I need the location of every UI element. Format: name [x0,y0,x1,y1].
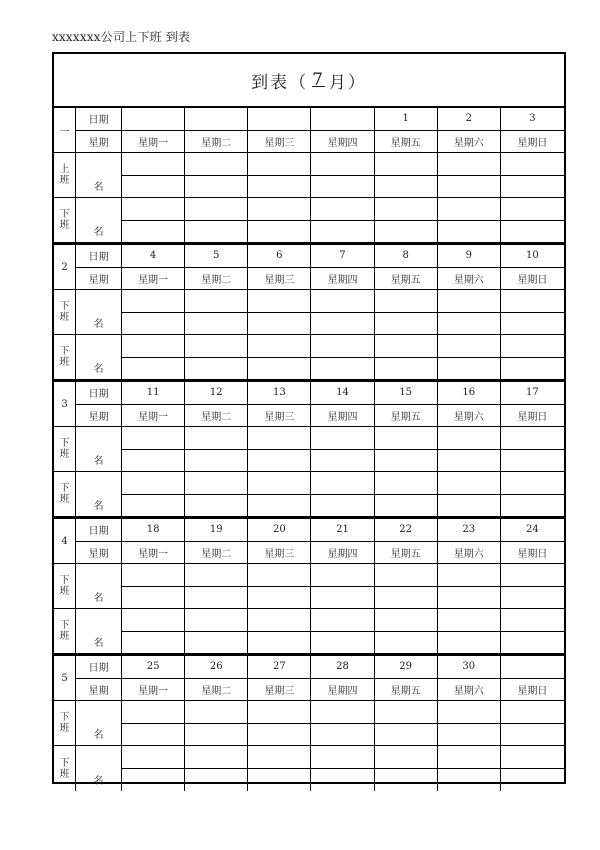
name-label: 名 [76,198,122,243]
title-open: （ [289,72,309,93]
title-suffix: 月） [328,72,367,93]
attendance-cell[interactable] [375,746,438,769]
weekday-row-label: 星期 [76,405,122,428]
attendance-cell[interactable] [311,587,374,610]
attendance-cell[interactable] [311,769,374,792]
day-number: 21 [311,519,374,542]
day-number [122,108,185,131]
attendance-cell[interactable] [438,587,501,610]
attendance-cell[interactable] [501,221,564,244]
attendance-cell[interactable] [248,153,311,176]
shift-label [54,198,76,243]
shift-label-char: 班 [59,175,70,186]
shift-label-char: 班 [59,631,70,642]
shift-label-char: 下 [59,757,70,769]
week-block [54,380,564,517]
weekday-label: 星期一 [122,679,185,702]
attendance-cell[interactable] [122,335,185,358]
weekday-row-label: 星期 [76,679,122,702]
day-number [311,108,374,131]
shift-label-char: 下 [59,346,70,357]
attendance-cell[interactable] [375,701,438,724]
shift-label-char: 下 [59,438,70,449]
shift-label-char: 班 [59,220,70,231]
attendance-cell[interactable] [248,290,311,313]
shift-label-char: 班 [59,586,70,597]
attendance-cell[interactable] [122,724,185,747]
shift-label-char: 班 [59,449,70,460]
shift-label-char: 下 [59,575,70,586]
weekday-label: 星期日 [501,405,564,428]
attendance-cell[interactable] [375,335,438,358]
shift-label [54,564,76,609]
shift-label-char: 班 [59,494,70,505]
attendance-cell[interactable] [185,472,248,495]
attendance-cell[interactable] [501,769,564,792]
attendance-cell[interactable] [375,176,438,199]
week-block [54,243,564,380]
attendance-cell[interactable] [122,587,185,610]
shift-label [54,335,76,380]
shift-label [54,609,76,654]
attendance-cell[interactable] [438,427,501,450]
attendance-cell[interactable] [501,609,564,632]
attendance-cell[interactable] [311,724,374,747]
attendance-cell[interactable] [311,335,374,358]
attendance-cell[interactable] [122,450,185,473]
attendance-cell[interactable] [311,221,374,244]
weekday-label: 星期四 [311,405,374,428]
attendance-cell[interactable] [375,587,438,610]
attendance-cell[interactable] [438,609,501,632]
weekday-label: 星期二 [185,131,248,154]
attendance-cell[interactable] [438,198,501,221]
attendance-cell[interactable] [375,427,438,450]
attendance-cell[interactable] [311,472,374,495]
attendance-cell[interactable] [248,313,311,336]
shift-label-char: 班 [59,312,70,323]
week-number: 一 [54,108,76,153]
page-header: xxxxxxx公司上下班 到表 [52,30,191,44]
attendance-cell[interactable] [248,358,311,381]
week-number: 2 [54,245,76,290]
attendance-cell[interactable] [438,290,501,313]
week-block [54,108,564,243]
shift-label [54,153,76,198]
day-number: 29 [375,656,438,679]
attendance-cell[interactable] [185,427,248,450]
weekday-row-label: 星期 [76,268,122,291]
title-month[interactable]: 7 [312,70,325,90]
attendance-cell[interactable] [122,609,185,632]
attendance-cell[interactable] [311,746,374,769]
weekday-label: 星期二 [185,542,248,565]
attendance-cell[interactable] [438,358,501,381]
attendance-cell[interactable] [501,427,564,450]
attendance-cell[interactable] [501,724,564,747]
attendance-cell[interactable] [438,701,501,724]
weekday-label: 星期六 [438,405,501,428]
name-label: 名 [76,153,122,198]
shift-label [54,746,76,791]
attendance-cell[interactable] [311,290,374,313]
attendance-cell[interactable] [185,176,248,199]
shift-label-char: 上 [59,164,70,175]
weekday-label: 星期日 [501,542,564,565]
attendance-cell[interactable] [185,335,248,358]
weekday-label: 星期四 [311,542,374,565]
day-number: 7 [311,245,374,268]
weekday-label: 星期四 [311,679,374,702]
attendance-cell[interactable] [185,290,248,313]
weekday-row-label: 星期 [76,542,122,565]
attendance-cell[interactable] [122,313,185,336]
attendance-cell[interactable] [122,564,185,587]
attendance-cell[interactable] [501,746,564,769]
attendance-cell[interactable] [185,495,248,518]
weekday-label: 星期日 [501,131,564,154]
attendance-cell[interactable] [438,724,501,747]
day-number: 22 [375,519,438,542]
attendance-cell[interactable] [311,609,374,632]
weekday-label: 星期二 [185,679,248,702]
attendance-cell[interactable] [438,769,501,792]
attendance-cell[interactable] [311,358,374,381]
weekday-label: 星期二 [185,405,248,428]
attendance-cell[interactable] [438,335,501,358]
attendance-cell[interactable] [501,335,564,358]
shift-label [54,472,76,517]
name-label: 名 [76,701,122,746]
day-number: 3 [501,108,564,131]
day-number: 2 [438,108,501,131]
attendance-cell[interactable] [375,313,438,336]
attendance-cell[interactable] [248,587,311,610]
attendance-cell[interactable] [501,564,564,587]
name-label: 名 [76,427,122,472]
attendance-cell[interactable] [375,358,438,381]
attendance-cell[interactable] [122,358,185,381]
attendance-cell[interactable] [375,769,438,792]
attendance-cell[interactable] [375,564,438,587]
day-number: 1 [375,108,438,131]
attendance-cell[interactable] [122,769,185,792]
attendance-cell[interactable] [248,564,311,587]
weekday-label: 星期一 [122,131,185,154]
attendance-cell[interactable] [311,313,374,336]
attendance-cell[interactable] [311,153,374,176]
date-row-label: 日期 [76,519,122,542]
weekday-label: 星期三 [248,268,311,291]
attendance-cell[interactable] [122,632,185,655]
sheet-title [54,54,564,108]
date-row-label: 日期 [76,245,122,268]
weekday-label: 星期日 [501,268,564,291]
attendance-cell[interactable] [122,221,185,244]
name-label: 名 [76,746,122,791]
attendance-cell[interactable] [311,701,374,724]
attendance-cell[interactable] [375,198,438,221]
attendance-cell[interactable] [501,495,564,518]
attendance-cell[interactable] [375,153,438,176]
attendance-cell[interactable] [375,495,438,518]
attendance-cell[interactable] [375,472,438,495]
day-number: 4 [122,245,185,268]
weekday-label: 星期三 [248,131,311,154]
attendance-cell[interactable] [438,313,501,336]
title-prefix: 到表 [251,72,290,93]
day-number [501,656,564,679]
attendance-cell[interactable] [311,198,374,221]
weekday-label: 星期三 [248,542,311,565]
shift-label-char: 下 [59,301,70,312]
attendance-cell[interactable] [501,313,564,336]
attendance-cell[interactable] [185,313,248,336]
weekday-label: 星期六 [438,268,501,291]
day-number: 5 [185,245,248,268]
attendance-cell[interactable] [375,632,438,655]
weekday-label: 星期六 [438,542,501,565]
attendance-cell[interactable] [122,701,185,724]
attendance-cell[interactable] [438,153,501,176]
attendance-cell[interactable] [185,632,248,655]
attendance-cell[interactable] [501,587,564,610]
attendance-cell[interactable] [501,358,564,381]
attendance-cell[interactable] [501,290,564,313]
week-number: 3 [54,382,76,427]
shift-label-char: 班 [59,723,70,734]
attendance-cell[interactable] [185,724,248,747]
attendance-cell[interactable] [311,176,374,199]
attendance-cell[interactable] [248,427,311,450]
day-number: 10 [501,245,564,268]
attendance-cell[interactable] [375,221,438,244]
attendance-cell[interactable] [248,746,311,769]
attendance-cell[interactable] [185,587,248,610]
shift-label [54,701,76,746]
weekday-label: 星期六 [438,131,501,154]
attendance-cell[interactable] [438,472,501,495]
attendance-cell[interactable] [248,769,311,792]
attendance-cell[interactable] [248,221,311,244]
attendance-cell[interactable] [122,176,185,199]
weekday-label: 星期一 [122,268,185,291]
date-row-label: 日期 [76,108,122,131]
weekday-label: 星期五 [375,679,438,702]
week-block [54,517,564,654]
attendance-cell[interactable] [122,290,185,313]
attendance-cell[interactable] [438,632,501,655]
attendance-sheet [52,52,566,787]
shift-label-char: 班 [59,768,70,780]
attendance-cell[interactable] [501,632,564,655]
weekday-label: 星期四 [311,131,374,154]
attendance-cell[interactable] [185,746,248,769]
attendance-cell[interactable] [501,153,564,176]
day-number [185,108,248,131]
attendance-cell[interactable] [248,495,311,518]
attendance-cell[interactable] [122,198,185,221]
weekday-label: 星期一 [122,542,185,565]
day-number: 27 [248,656,311,679]
attendance-cell[interactable] [248,198,311,221]
attendance-cell[interactable] [185,450,248,473]
attendance-cell[interactable] [185,198,248,221]
attendance-cell[interactable] [185,609,248,632]
attendance-cell[interactable] [438,221,501,244]
attendance-cell[interactable] [501,472,564,495]
weekday-label: 星期二 [185,268,248,291]
weekday-label: 星期三 [248,679,311,702]
attendance-cell[interactable] [438,564,501,587]
attendance-cell[interactable] [185,221,248,244]
day-number: 26 [185,656,248,679]
day-number: 15 [375,382,438,405]
attendance-cell[interactable] [248,176,311,199]
attendance-cell[interactable] [185,701,248,724]
day-number: 20 [248,519,311,542]
attendance-cell[interactable] [122,153,185,176]
day-number: 11 [122,382,185,405]
attendance-cell[interactable] [248,701,311,724]
attendance-cell[interactable] [501,450,564,473]
day-number: 19 [185,519,248,542]
attendance-cell[interactable] [122,427,185,450]
week-block [54,654,564,791]
attendance-cell[interactable] [248,450,311,473]
day-number: 6 [248,245,311,268]
day-number: 12 [185,382,248,405]
attendance-cell[interactable] [375,290,438,313]
day-number: 17 [501,382,564,405]
shift-label-char: 下 [59,483,70,494]
name-label: 名 [76,335,122,380]
attendance-cell[interactable] [375,724,438,747]
attendance-cell[interactable] [438,746,501,769]
day-number: 13 [248,382,311,405]
attendance-cell[interactable] [122,472,185,495]
shift-label-char: 下 [59,712,70,723]
attendance-cell[interactable] [122,495,185,518]
attendance-cell[interactable] [501,176,564,199]
weekday-label: 星期五 [375,542,438,565]
day-number: 9 [438,245,501,268]
shift-label-char: 下 [59,620,70,631]
weekday-label: 星期三 [248,405,311,428]
weekday-row-label: 星期 [76,131,122,154]
attendance-cell[interactable] [438,450,501,473]
attendance-cell[interactable] [311,564,374,587]
weekday-label: 星期五 [375,131,438,154]
shift-label [54,290,76,335]
attendance-cell[interactable] [501,701,564,724]
attendance-cell[interactable] [248,335,311,358]
attendance-cell[interactable] [248,472,311,495]
name-label: 名 [76,609,122,654]
attendance-cell[interactable] [122,746,185,769]
shift-label [54,427,76,472]
shift-label-char: 班 [59,357,70,368]
attendance-cell[interactable] [311,495,374,518]
weeks-container [54,108,564,791]
attendance-cell[interactable] [185,358,248,381]
attendance-cell[interactable] [311,450,374,473]
weekday-label: 星期一 [122,405,185,428]
attendance-cell[interactable] [248,609,311,632]
day-number: 30 [438,656,501,679]
weekday-label: 星期五 [375,405,438,428]
name-label: 名 [76,472,122,517]
week-number: 5 [54,656,76,701]
day-number: 14 [311,382,374,405]
attendance-cell[interactable] [501,198,564,221]
attendance-cell[interactable] [311,427,374,450]
attendance-cell[interactable] [375,609,438,632]
day-number [248,108,311,131]
shift-label-char: 下 [59,209,70,220]
attendance-cell[interactable] [311,632,374,655]
day-number: 28 [311,656,374,679]
weekday-label: 星期六 [438,679,501,702]
weekday-label: 星期四 [311,268,374,291]
attendance-cell[interactable] [185,769,248,792]
name-label: 名 [76,290,122,335]
day-number: 18 [122,519,185,542]
attendance-cell[interactable] [438,495,501,518]
attendance-cell[interactable] [375,450,438,473]
attendance-cell[interactable] [248,632,311,655]
day-number: 16 [438,382,501,405]
attendance-cell[interactable] [185,153,248,176]
weekday-label: 星期五 [375,268,438,291]
date-row-label: 日期 [76,656,122,679]
week-number: 4 [54,519,76,564]
day-number: 25 [122,656,185,679]
day-number: 8 [375,245,438,268]
weekday-label: 星期日 [501,679,564,702]
name-label: 名 [76,564,122,609]
attendance-cell[interactable] [185,564,248,587]
day-number: 23 [438,519,501,542]
attendance-cell[interactable] [438,176,501,199]
date-row-label: 日期 [76,382,122,405]
attendance-cell[interactable] [248,724,311,747]
day-number: 24 [501,519,564,542]
